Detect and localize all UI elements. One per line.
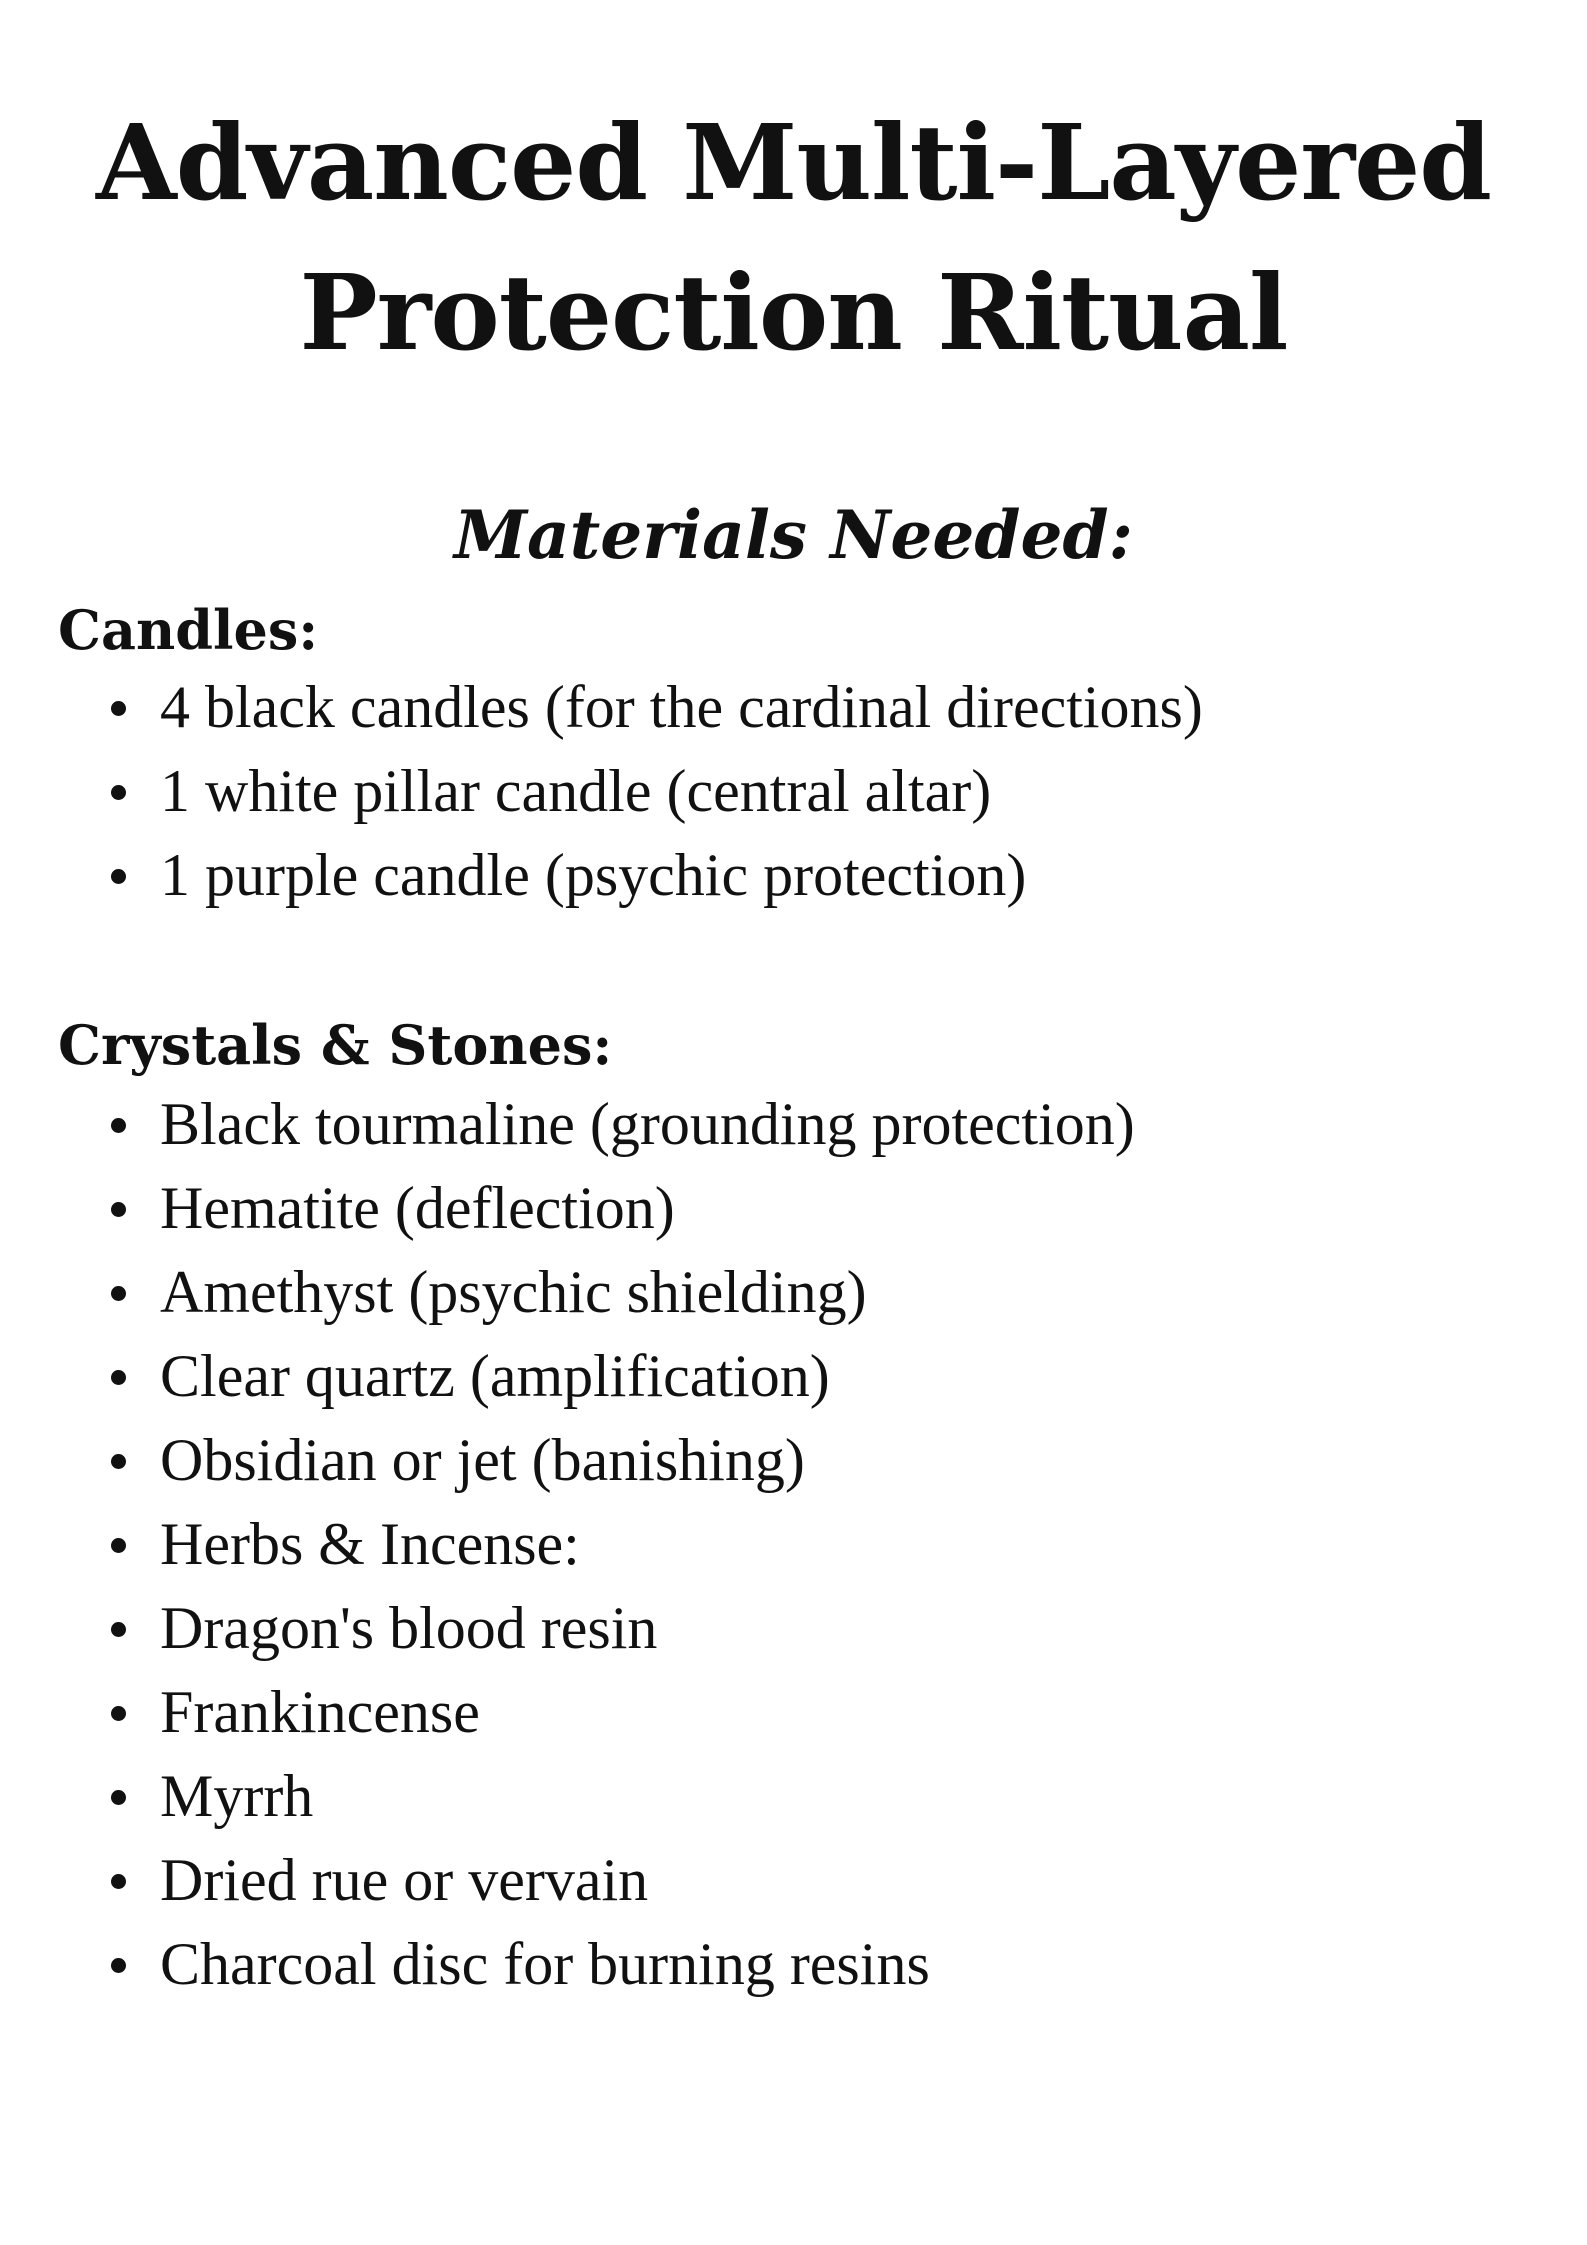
bullet-icon: [111, 1454, 126, 1469]
section-heading-crystals: Crystals & Stones:: [58, 1013, 613, 1077]
list-item: [0, 749, 1203, 833]
bullet-icon: [111, 1790, 126, 1805]
bullet-icon: [111, 1622, 126, 1637]
candles-list: [0, 665, 1203, 917]
materials-subtitle: Materials Needed:: [453, 496, 1134, 574]
list-item: [0, 665, 1203, 749]
title-line-2: Protection Ritual: [299, 251, 1288, 374]
bullet-icon: [111, 1874, 126, 1889]
list-item-text: Charcoal disc for burning resins: [160, 1931, 930, 1997]
list-item: [0, 1754, 1135, 1838]
list-item-text: 4 black candles (for the cardinal directions): [160, 674, 1203, 740]
list-item-text: Hematite (deflection): [160, 1175, 675, 1241]
bullet-icon: [111, 1202, 126, 1217]
list-item-text: Obsidian or jet (banishing): [160, 1427, 805, 1493]
bullet-icon: [111, 1370, 126, 1385]
list-item-text: Myrrh: [160, 1763, 314, 1829]
list-item: [0, 1670, 1135, 1754]
list-item-text: Frankincense: [160, 1679, 480, 1745]
list-item: [0, 1922, 1135, 2006]
list-item-text: Clear quartz (amplification): [160, 1343, 830, 1409]
list-item: [0, 1166, 1135, 1250]
list-item: [0, 833, 1203, 917]
bullet-icon: [111, 1286, 126, 1301]
crystals-list: [0, 1082, 1135, 2006]
list-item: [0, 1838, 1135, 1922]
bullet-icon: [111, 1538, 126, 1553]
list-item-text: Dried rue or vervain: [160, 1847, 649, 1913]
list-item-text: 1 white pillar candle (central altar): [160, 758, 992, 824]
title-line-1: Advanced Multi-Layered: [96, 101, 1491, 224]
list-item-text: Dragon's blood resin: [160, 1595, 658, 1661]
list-item: [0, 1250, 1135, 1334]
bullet-icon: [111, 1118, 126, 1133]
list-item-text: 1 purple candle (psychic protection): [160, 842, 1027, 908]
list-item: [0, 1502, 1135, 1586]
list-item-text: Amethyst (psychic shielding): [160, 1259, 867, 1325]
list-item: [0, 1586, 1135, 1670]
section-heading-candles: Candles:: [58, 598, 319, 662]
list-item: [0, 1418, 1135, 1502]
bullet-icon: [111, 1958, 126, 1973]
list-item-text: Black tourmaline (grounding protection): [160, 1091, 1135, 1157]
bullet-icon: [111, 785, 126, 800]
bullet-icon: [111, 701, 126, 716]
bullet-icon: [111, 869, 126, 884]
bullet-icon: [111, 1706, 126, 1721]
document-title: [0, 88, 1587, 388]
list-item: [0, 1334, 1135, 1418]
list-item-text: Herbs & Incense:: [160, 1511, 580, 1577]
list-item: [0, 1082, 1135, 1166]
